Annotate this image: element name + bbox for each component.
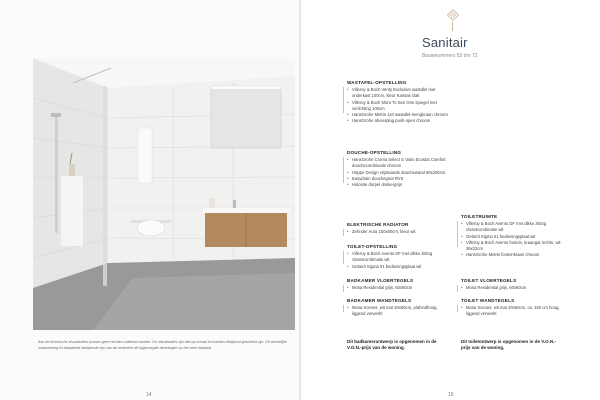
spec-item: • Villeroy & Boch Avento fontein, kraangat rechts, wit 36x22cm: [461, 240, 567, 252]
spec-section: [347, 80, 451, 124]
spec-section-heading: TOILETRUIMTE: [461, 214, 498, 219]
spec-item: • Hüppe Design vrijstaande douchewand 90x200cm: [347, 170, 451, 176]
page-number-left: 14: [146, 392, 152, 398]
spec-item-list: [347, 305, 451, 317]
accent-line: [343, 251, 344, 264]
accent-line: [343, 229, 344, 236]
bathroom-price-note: Dit badkamerontwerp is opgenomen in de V.O.N.-prijs van de woning.: [347, 339, 437, 351]
spec-section: [461, 214, 567, 258]
spec-section-heading: BADKAMER WANDTEGELS: [347, 298, 412, 303]
spec-section: [347, 222, 451, 235]
toilet-price-note: Dit toiletontwerp is opgenomen in de V.O.N.-prijs van de woning.: [461, 339, 556, 351]
spec-item-list: [347, 229, 451, 235]
spec-item: • Holonite dorpel donkergrijs: [347, 182, 451, 188]
header-divider: [452, 22, 453, 31]
diamond-logo-icon: [447, 9, 459, 21]
image-disclaimer-caption: Aan de technische visualisaties kunnen geen rechten ontleend worden. De visualisaties zijn niet op schaal en kunnen afwijkend geschetst zijn. De werkelijke maatvoering en bepalende afwijkende zijn van de verkochte de bijgevoegde afmetingen op het werk bepaald.: [38, 340, 287, 350]
spec-section-heading: ELEKTRISCHE RADIATOR: [347, 222, 409, 227]
spec-item-list: [347, 285, 451, 291]
page-title: Sanitair: [422, 35, 468, 50]
spec-section: [347, 150, 451, 188]
accent-line: [343, 305, 344, 312]
spec-item: • Villeroy & Boch More To See One spiegel met verlichting 100cm: [347, 100, 451, 112]
spec-item: • Zehnder Aura 150x60cm, kleur wit: [347, 229, 451, 235]
page-subtitle: Bouwnummers 53 t/m 72: [422, 53, 478, 59]
spec-section: [347, 244, 451, 270]
spec-item: • Villeroy & Boch Avento DF met dikke zitting closetcombinatie wit: [461, 221, 567, 233]
spec-section-heading: WASTAFEL-OPSTELLING: [347, 80, 407, 85]
accent-line: [343, 285, 344, 292]
spec-section: [461, 298, 567, 318]
accent-line: [343, 87, 344, 113]
spec-item: • HansGrohe afvoerplug push-open chroom: [347, 118, 451, 124]
spec-item: • Mosa Residential grijs, 60x60cm: [347, 285, 451, 291]
bathroom-photo: [33, 58, 295, 330]
accent-line: [457, 305, 458, 312]
spec-item: • HansGrohe Croma Select S Vario Ecostat Comfort douchecombinatie chroom: [347, 157, 451, 169]
spec-item: • Mosa Scenes, wit mat 30x60cm, ca. 150 cm hoog, liggend verwerkt: [461, 305, 567, 317]
spec-item-list: [461, 285, 567, 291]
spec-item-list: [347, 251, 451, 270]
spec-section-heading: DOUCHE-OPSTELLING: [347, 150, 402, 155]
spec-item: • HansGrohe Metris 110 wastafel-mengkraan chroom: [347, 112, 451, 118]
spec-section-heading: TOILET-OPSTELLING: [347, 244, 398, 249]
spec-item: • Villeroy & Boch Verity Exclusive wastafel met onderkast 100cm, kleur Kansas Oak: [347, 87, 451, 99]
spec-item: • HansGrohe Metris fonteinkraan chroom: [461, 252, 567, 258]
spec-section: [347, 278, 451, 291]
spec-item-list: [347, 87, 451, 124]
spec-item-list: [461, 221, 567, 258]
accent-line: [343, 157, 344, 183]
spec-item: • Mosa Scenes, wit mat 30x60cm, plafondhoog, liggend verwerkt: [347, 305, 451, 317]
spec-item-list: [461, 305, 567, 317]
spec-item: • Easydrain douchegoot RVS: [347, 176, 451, 182]
spec-item-list: [347, 157, 451, 188]
left-page: [0, 0, 299, 400]
accent-line: [457, 285, 458, 292]
spec-section-heading: TOILET VLOERTEGELS: [461, 278, 517, 283]
page-number-right: 15: [448, 392, 454, 398]
spec-item: • Villeroy & Boch Avento DF met dikke zitting closetcombinatie wit: [347, 251, 451, 263]
spec-section: [347, 298, 451, 318]
spec-item: • Mosa Residential grijs, 60x60cm: [461, 285, 567, 291]
spec-section-heading: BADKAMER VLOERTEGELS: [347, 278, 414, 283]
accent-line: [457, 221, 458, 247]
spec-section-heading: TOILET WANDTEGELS: [461, 298, 515, 303]
right-page: [301, 0, 600, 400]
spec-section: [461, 278, 567, 291]
bathroom-render-image: [33, 58, 295, 330]
spec-item: • Geberit Sigma 01 bedieningsplaat wit: [461, 234, 567, 240]
spec-item: • Geberit Sigma 01 bedieningsplaat wit: [347, 264, 451, 270]
